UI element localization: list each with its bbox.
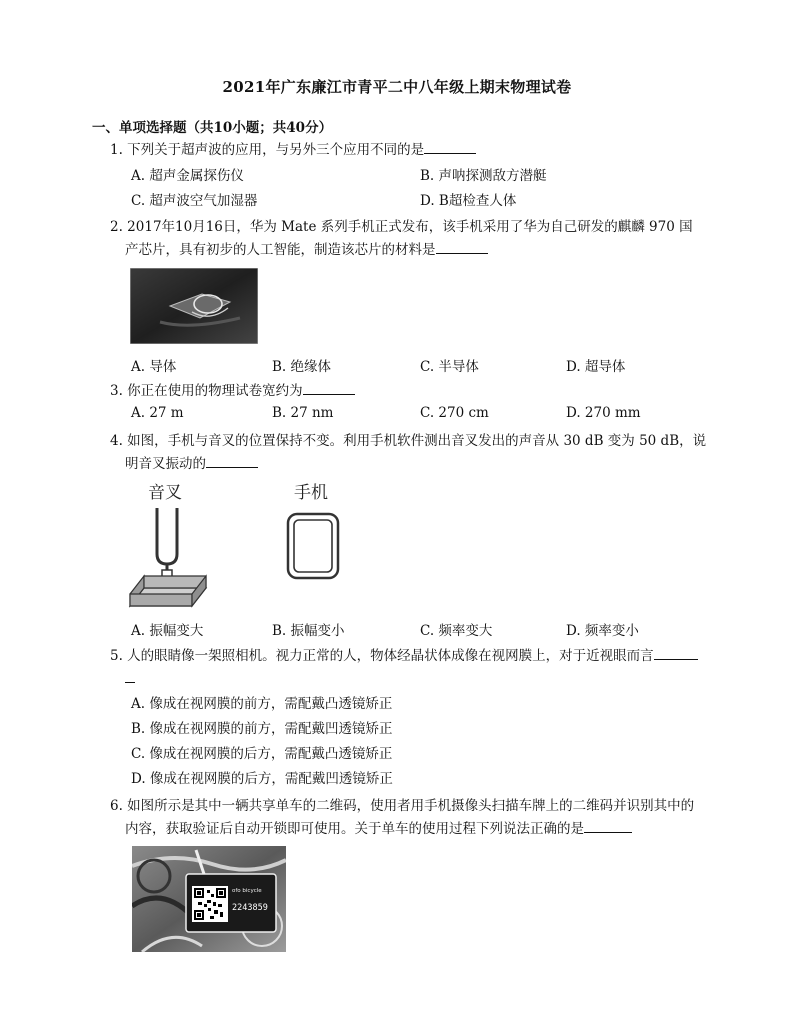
bike-tag-number: 2243859 xyxy=(232,903,268,913)
bike-qr-image xyxy=(132,846,286,952)
bike-tag-brand: ofo bicycle xyxy=(232,888,262,894)
chip-image xyxy=(130,268,258,344)
option-1a: A. 超声金属探伤仪 xyxy=(131,168,244,184)
question-6 xyxy=(110,795,750,841)
question-1 xyxy=(110,139,750,162)
option-2d: D. 超导体 xyxy=(566,359,626,375)
fork-label: 音叉 xyxy=(148,483,182,503)
answer-blank xyxy=(654,645,698,660)
answer-blank xyxy=(436,239,488,254)
option-5b: B. 像成在视网膜的前方，需配戴凹透镜矫正 xyxy=(131,721,393,737)
tuning-fork-icon xyxy=(157,508,177,578)
option-5a: A. 像成在视网膜的前方，需配戴凸透镜矫正 xyxy=(131,696,393,712)
answer-blank xyxy=(584,818,632,833)
section-heading: 一、单项选择题（共10小题；共40分） xyxy=(92,120,333,136)
option-5d: D. 像成在视网膜的后方，需配戴凹透镜矫正 xyxy=(131,771,393,787)
question-2 xyxy=(110,216,750,262)
option-4a: A. 振幅变大 xyxy=(131,623,204,639)
option-1d: D. B超检查人体 xyxy=(420,193,517,209)
option-4c: C. 频率变大 xyxy=(420,623,493,639)
option-3b: B. 27 nm xyxy=(272,405,334,421)
question-4-line-2: 明音叉振动的 xyxy=(125,456,206,472)
option-5c: C. 像成在视网膜的后方，需配戴凸透镜矫正 xyxy=(131,746,393,762)
question-2-line-2: 产芯片，具有初步的人工智能，制造该芯片的材料是 xyxy=(125,242,436,258)
question-2-line-1: 2. 2017年10月16日，华为 Mate 系列手机正式发布，该手机采用了华为自己研发的麒麟 970 国 xyxy=(110,219,693,235)
option-4b: B. 振幅变小 xyxy=(272,623,345,639)
question-3 xyxy=(110,380,750,403)
question-3-text: 3. 你正在使用的物理试卷宽约为 xyxy=(110,383,303,399)
phone-icon xyxy=(288,514,338,578)
question-6-line-1: 6. 如图所示是其中一辆共享单车的二维码，使用者用手机摄像头扫描车牌上的二维码并识别其中的 xyxy=(110,798,695,814)
option-1c: C. 超声波空气加湿器 xyxy=(131,193,258,209)
question-6-line-2: 内容，获取验证后自动开锁即可使用。关于单车的使用过程下列说法正确的是 xyxy=(125,821,584,837)
option-2a: A. 导体 xyxy=(131,359,177,375)
resonance-box-icon xyxy=(130,576,206,606)
chip-photo xyxy=(130,268,258,344)
option-1b: B. 声呐探测敌方潜艇 xyxy=(420,168,547,184)
fork-phone-diagram xyxy=(126,478,346,612)
question-4-line-1: 4. 如图，手机与音叉的位置保持不变。利用手机软件测出音叉发出的声音从 30 dB 变为 50 dB，说 xyxy=(110,433,707,449)
fork-phone-figure xyxy=(126,478,346,612)
question-1-text: 1. 下列关于超声波的应用，与另外三个应用不同的是 xyxy=(110,142,425,158)
option-2c: C. 半导体 xyxy=(420,359,479,375)
question-5 xyxy=(110,645,750,691)
exam-title: 2021年广东廉江市青平二中八年级上期末物理试卷 xyxy=(222,78,572,96)
question-5-text: 5. 人的眼睛像一架照相机。视力正常的人，物体经晶状体成像在视网膜上，对于近视眼而言 xyxy=(110,648,654,664)
phone-label: 手机 xyxy=(294,483,328,503)
qr-code-icon xyxy=(192,886,228,922)
answer-blank-continued xyxy=(125,668,135,683)
answer-blank xyxy=(303,380,355,395)
question-4 xyxy=(110,430,750,476)
answer-blank xyxy=(206,453,258,468)
bike-qr-photo xyxy=(132,846,286,952)
option-4d: D. 频率变小 xyxy=(566,623,639,639)
option-3a: A. 27 m xyxy=(131,405,184,421)
option-3c: C. 270 cm xyxy=(420,405,489,421)
option-2b: B. 绝缘体 xyxy=(272,359,332,375)
option-3d: D. 270 mm xyxy=(566,405,641,421)
answer-blank xyxy=(424,139,476,154)
